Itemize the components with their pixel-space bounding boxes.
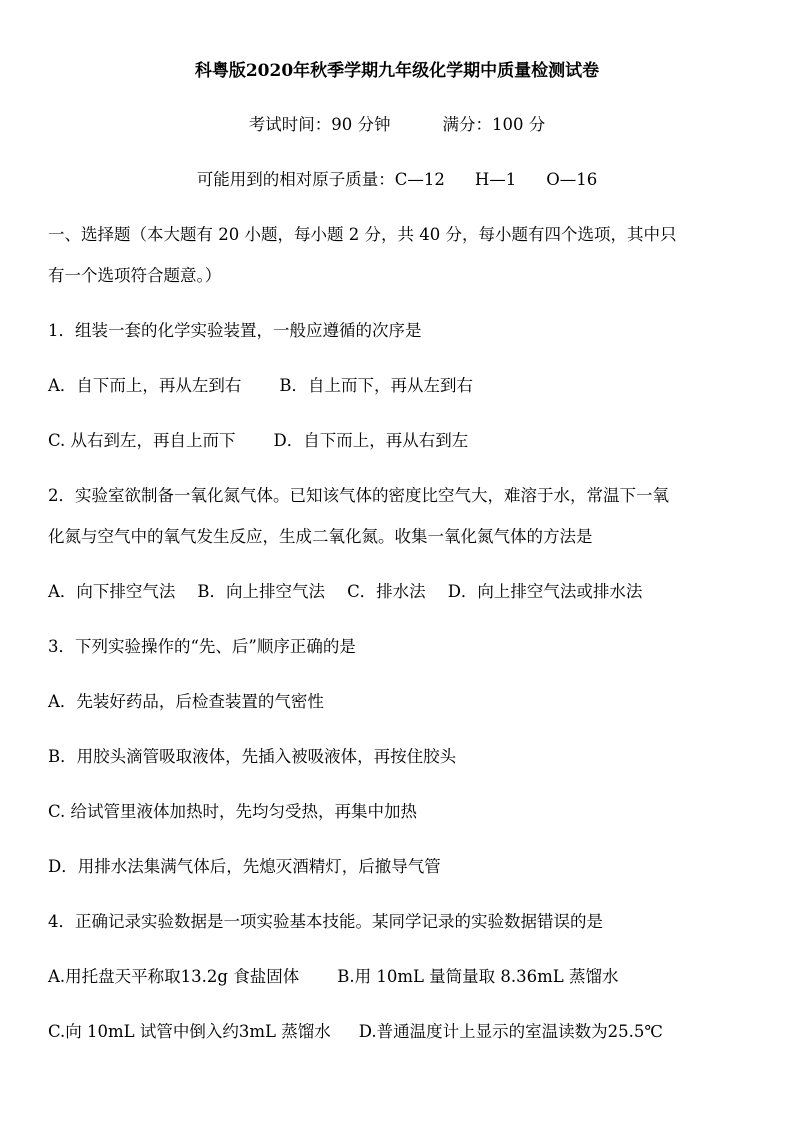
- question-4-options-row1: [48, 966, 758, 988]
- question-2-options: [48, 581, 758, 603]
- question-1-option-a: A．自下而上，再从左到右: [48, 376, 242, 395]
- question-1-options-row2: [48, 430, 758, 452]
- question-4-option-b: B.用 10mL 量筒量取 8.36mL 蒸馏水: [337, 967, 619, 986]
- question-4-stem: 4．正确记录实验数据是一项实验基本技能。某同学记录的实验数据错误的是: [48, 912, 603, 931]
- atomic-mass-info: [0, 169, 794, 191]
- atomic-mass-o: O—16: [546, 170, 598, 189]
- question-3-option-b: B．用胶头滴管吸取液体，先插入被吸液体，再按住胶头: [48, 747, 457, 766]
- atomic-mass-h: H—1: [474, 170, 517, 189]
- question-2-option-b: B．向上排空气法: [197, 582, 326, 601]
- exam-time: 考试时间：90 分钟: [248, 115, 391, 134]
- question-1-option-c: C. 从右到左，再自上而下: [48, 431, 236, 450]
- section-intro-line1: 一、选择题（本大题有 20 小题，每小题 2 分，共 40 分，每小题有四个选项，其中只: [48, 225, 677, 244]
- question-2-stem-line1: 2．实验室欲制备一氧化氮气体。已知该气体的密度比空气大，难溶于水，常温下一氧: [48, 486, 669, 505]
- exam-score: 满分：100 分: [442, 115, 546, 134]
- question-1-stem: 1．组装一套的化学实验装置，一般应遵循的次序是: [48, 321, 422, 340]
- question-3-option-d: D．用排水法集满气体后，先熄灭酒精灯，后撤导气管: [48, 857, 441, 876]
- question-4-option-a: A.用托盘天平称取13.2g 食盐固体: [48, 967, 300, 986]
- question-4-option-d: D.普通温度计上显示的室温读数为25.5℃: [358, 1022, 663, 1041]
- question-3-option-c: C. 给试管里液体加热时，先均匀受热，再集中加热: [48, 802, 418, 821]
- section-intro-line2: 有一个选项符合题意。）: [48, 266, 222, 285]
- exam-info: [0, 114, 794, 136]
- question-1-option-d: D．自下而上，再从右到左: [273, 431, 469, 450]
- question-4-option-c: C.向 10mL 试管中倒入约3mL 蒸馏水: [48, 1022, 331, 1041]
- question-4-options-row2: [48, 1021, 758, 1043]
- exam-title: 科粤版2020年秋季学期九年级化学期中质量检测试卷: [194, 61, 600, 81]
- question-2-stem-line2: 化氮与空气中的氧气发生反应，生成二氧化氮。收集一氧化氮气体的方法是: [48, 527, 593, 546]
- question-2-option-d: D．向上排空气法或排水法: [447, 582, 643, 601]
- question-1-options-row1: [48, 375, 758, 397]
- question-3-stem: 3．下列实验操作的“先、后”顺序正确的是: [48, 637, 356, 656]
- question-2-option-a: A．向下排空气法: [48, 582, 176, 601]
- question-1-option-b: B．自上而下，再从左到右: [279, 376, 474, 395]
- question-3-option-a: A．先装好药品，后检查装置的气密性: [48, 692, 324, 711]
- atomic-mass-c: 可能用到的相对原子质量：C—12: [196, 170, 445, 189]
- question-2-option-c: C．排水法: [347, 582, 426, 601]
